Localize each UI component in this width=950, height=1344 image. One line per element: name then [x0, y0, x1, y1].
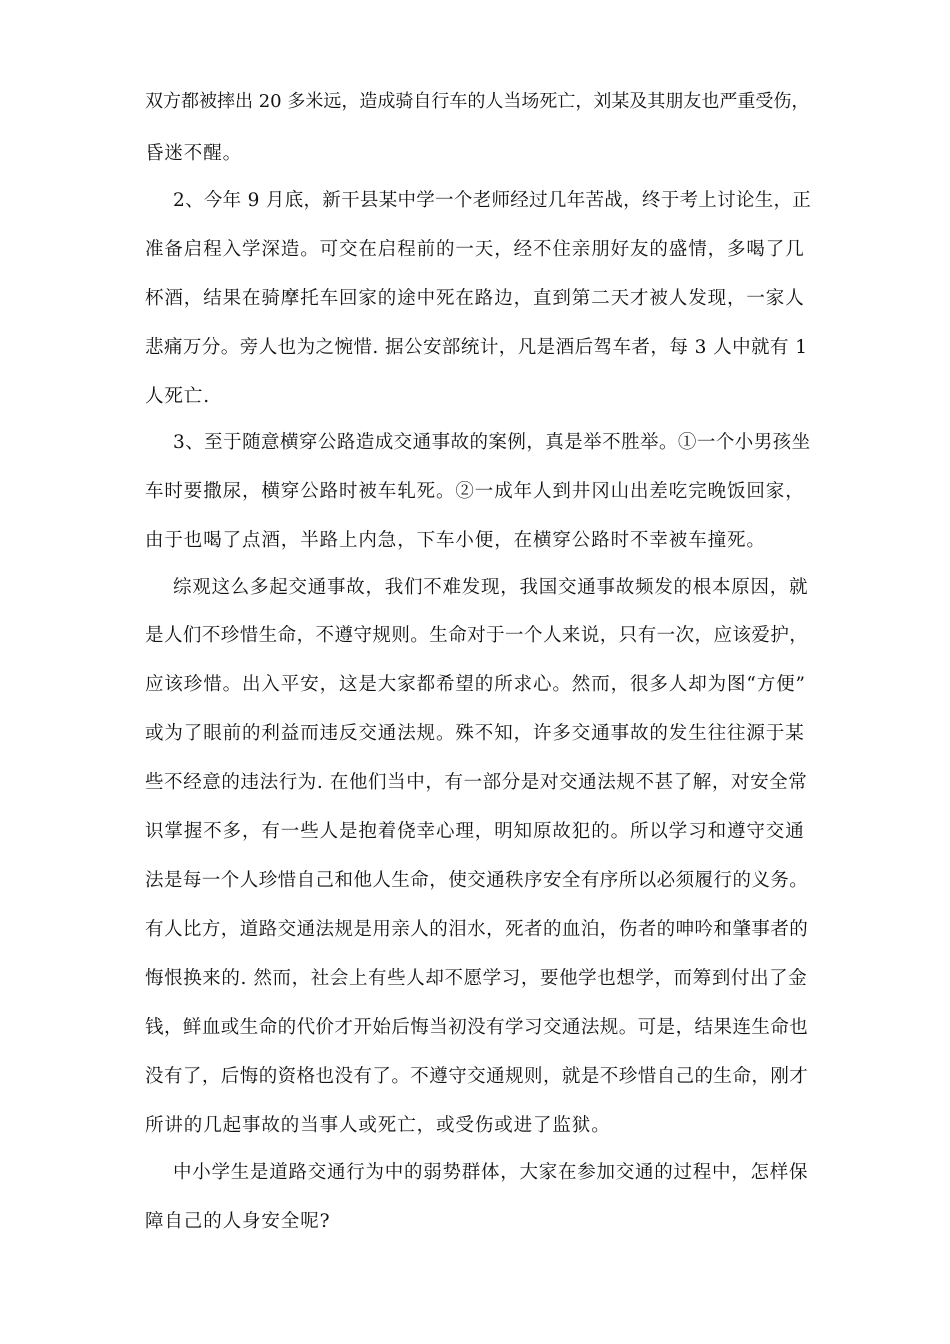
text-line: 钱，鲜血或生命的代价才开始后悔当初没有学习交通法规。可是，结果连生命也: [145, 1017, 809, 1038]
text-line: 中小学生是道路交通行为中的弱势群体，大家在参加交通的过程中，怎样保: [173, 1162, 809, 1183]
text-line: 所讲的几起事故的当事人或死亡，或受伤或进了监狱。: [145, 1115, 611, 1136]
text-line: 车时要撒尿，横穿公路时被车轧死。②一成年人到井冈山出差吃完晚饭回家，: [145, 481, 805, 502]
text-line: 障自己的人身安全呢?: [145, 1211, 331, 1232]
text-line: 悔恨换来的. 然而，社会上有些人却不愿学习，要他学也想学，而筹到付出了金: [145, 968, 808, 989]
text-line: 是人们不珍惜生命，不遵守规则。生命对于一个人来说，只有一次，应该爱护，: [145, 625, 809, 646]
text-line: 或为了眼前的利益而违反交通法规。殊不知，许多交通事故的发生往往源于某: [145, 723, 805, 744]
text-line: 由于也喝了点酒，半路上内急，下车小便，在横穿公路时不幸被车撞死。: [145, 530, 766, 551]
text-line: 2、今年 9 月底，新干县某中学一个老师经过几年苦战，终于考上讨论生，正: [173, 190, 812, 211]
text-line: 杯酒，结果在骑摩托车回家的途中死在路边，直到第二天才被人发现，一家人: [145, 288, 805, 309]
text-line: 有人比方，道路交通法规是用亲人的泪水，死者的血泊，伤者的呻吟和肇事者的: [145, 919, 809, 940]
text-line: 人死亡.: [145, 386, 210, 407]
text-line: 综观这么多起交通事故，我们不难发现，我国交通事故频发的根本原因，就: [173, 577, 809, 598]
text-line: 悲痛万分。旁人也为之惋惜. 据公安部统计，凡是酒后驾车者，每 3 人中就有 1: [145, 337, 808, 358]
text-line: 准备启程入学深造。可交在启程前的一天，经不住亲朋好友的盛情，多喝了几: [145, 239, 805, 260]
text-line: 双方都被摔出 20 多米远，造成骑自行车的人当场死亡，刘某及其朋友也严重受伤，: [145, 91, 810, 112]
text-line: 应该珍惜。出入平安，这是大家都希望的所求心。然而，很多人却为图“方便”: [145, 674, 806, 695]
text-line: 些不经意的违法行为. 在他们当中，有一部分是对交通法规不甚了解，对安全常: [145, 772, 808, 793]
text-line: 识掌握不多，有一些人是抱着侥幸心理，明知原故犯的。所以学习和遵守交通: [145, 821, 805, 842]
text-line: 法是每一个人珍惜自己和他人生命，使交通秩序安全有序所以必须履行的义务。: [145, 870, 809, 891]
text-line: 没有了，后悔的资格也没有了。不遵守交通规则，就是不珍惜自己的生命，刚才: [145, 1066, 809, 1087]
text-line: 昏迷不醒。: [145, 143, 243, 164]
text-line: 3、至于随意横穿公路造成交通事故的案例，真是举不胜举。①一个小男孩坐: [173, 432, 811, 453]
